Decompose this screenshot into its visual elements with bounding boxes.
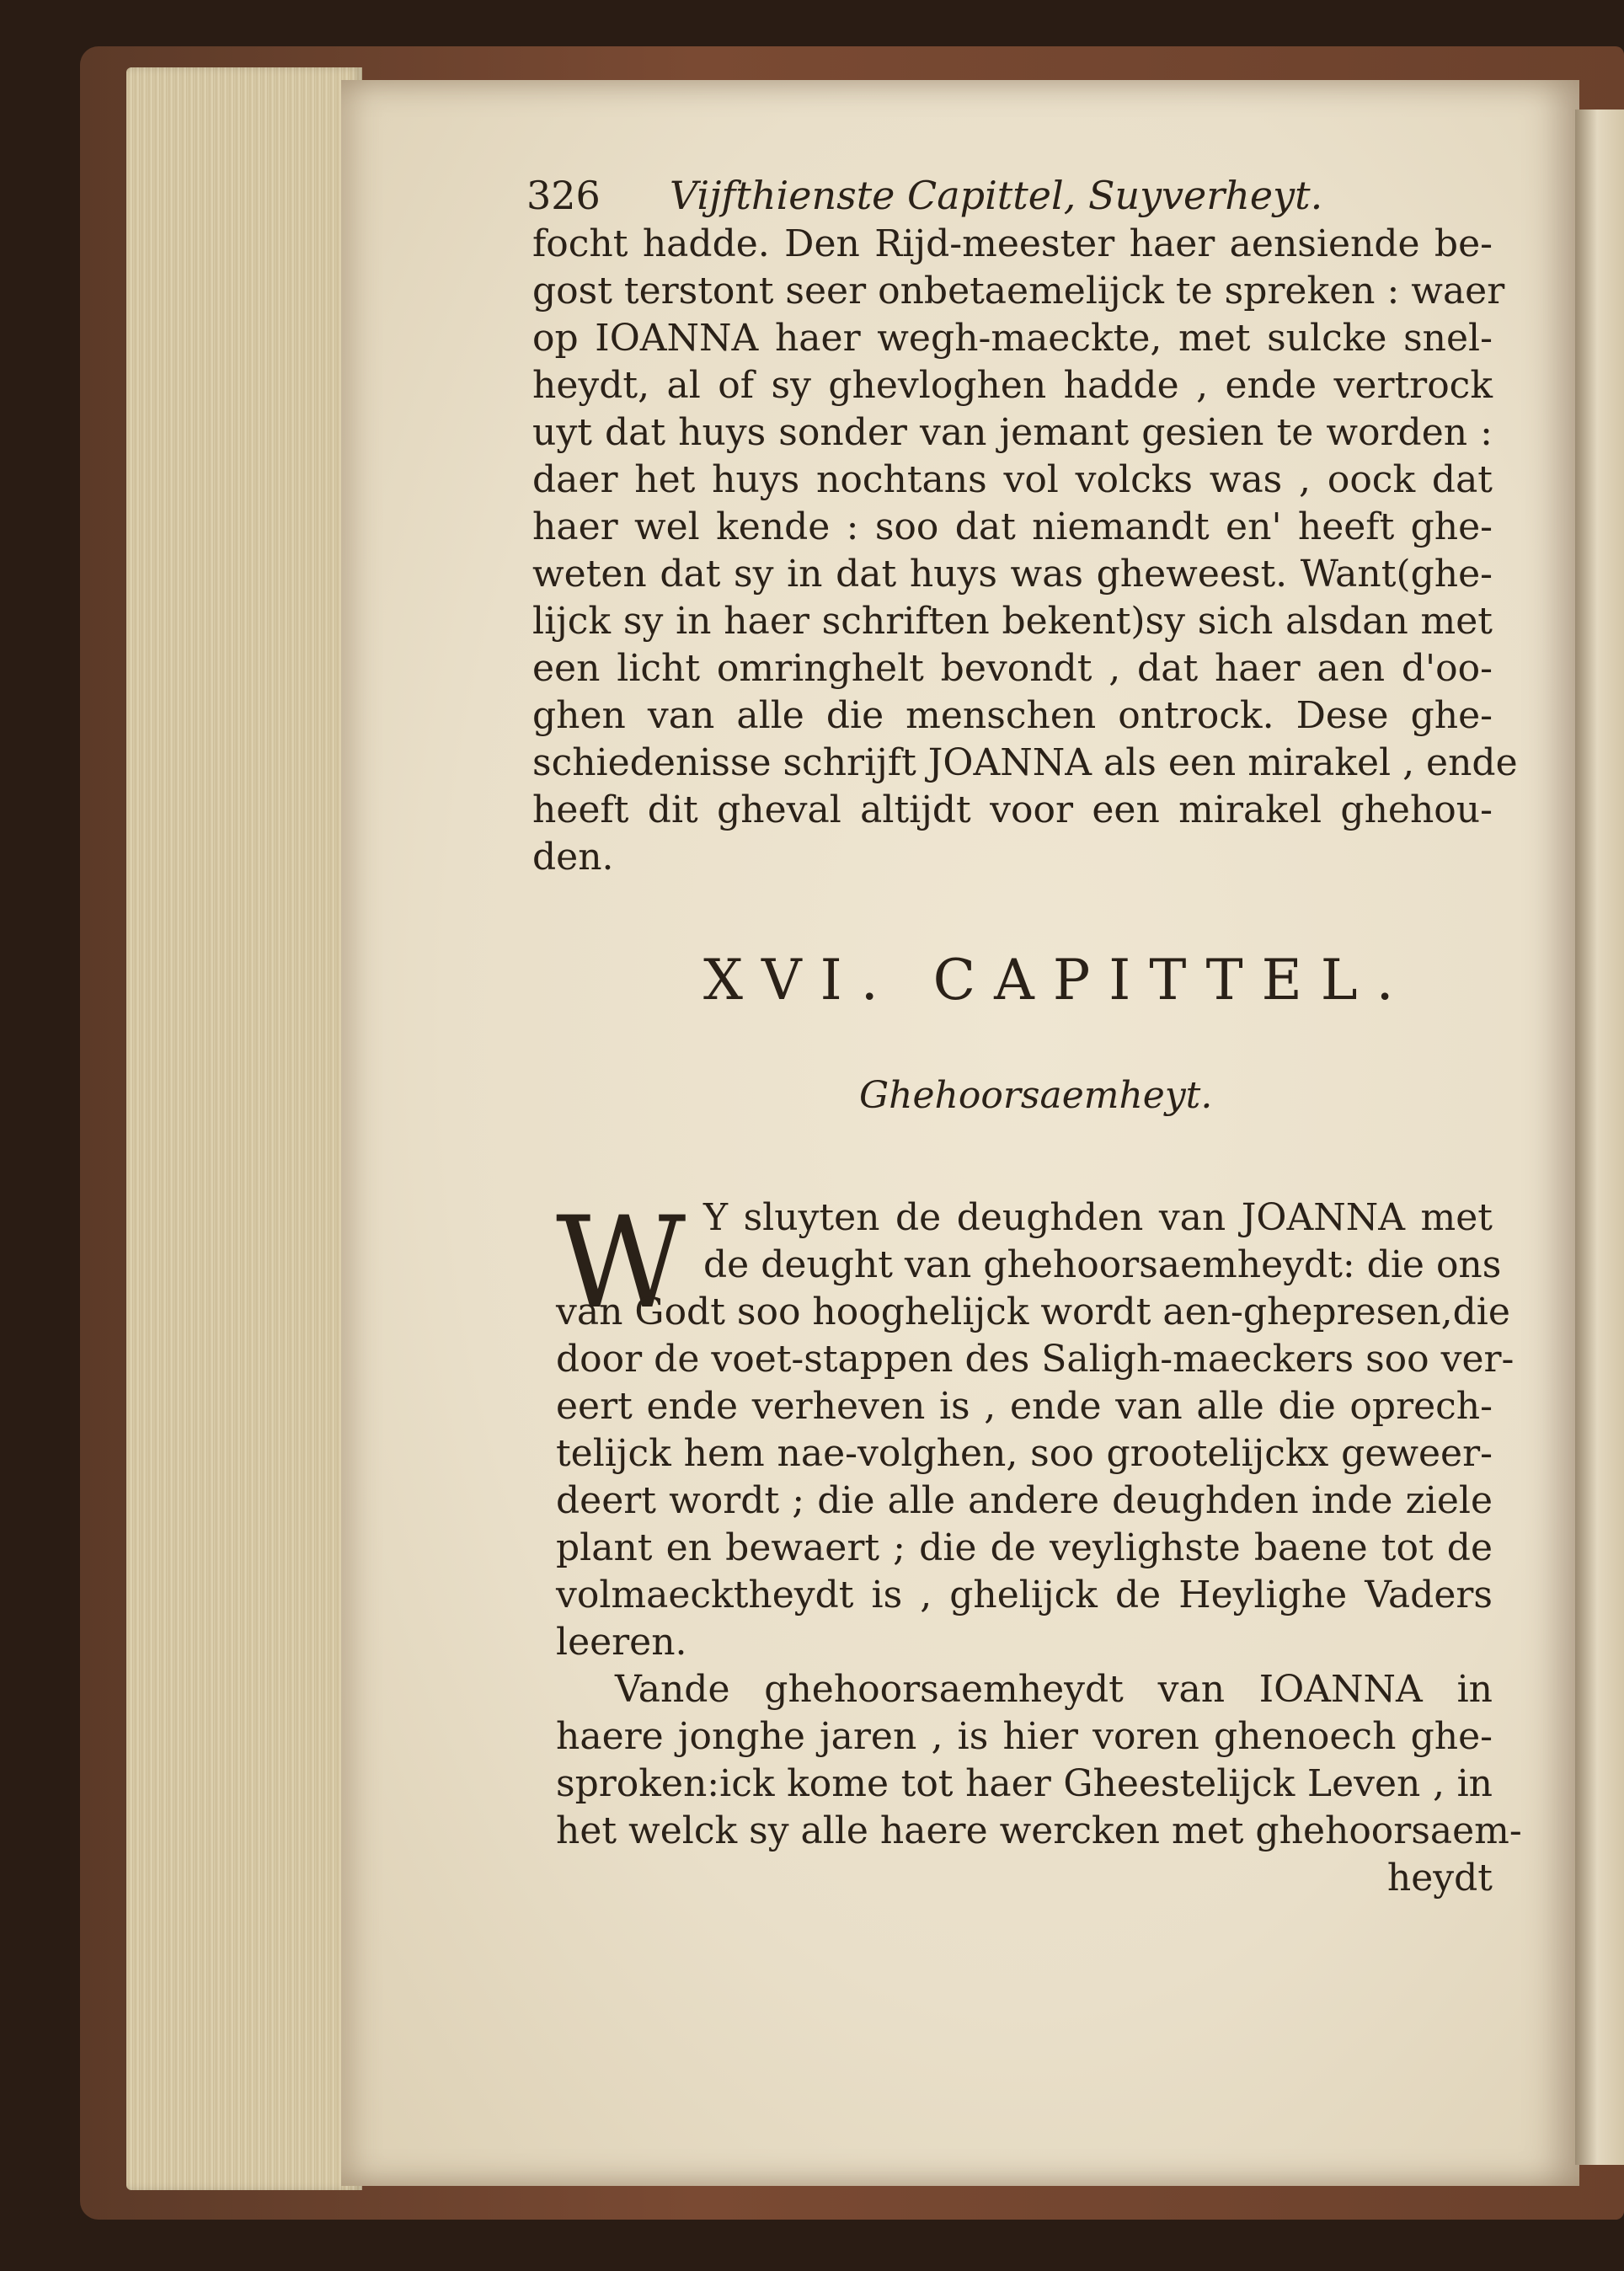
text-line: plant en bewaert ; die de veylighste baene tot de — [556, 1526, 1493, 1569]
text-line: schiedenisse schrijft JOANNA als een mirakel , ende — [532, 741, 1518, 784]
text-line: lijck sy in haer schriften bekent)sy sich alsdan met — [532, 600, 1493, 643]
text-line: de deught van ghehoorsaemheydt: die ons — [703, 1243, 1502, 1286]
text-line: haere jonghe jaren , is hier voren ghenoech ghe- — [556, 1715, 1493, 1758]
paragraph-1 — [532, 221, 1518, 881]
text-line: heydt, al of sy ghevloghen hadde , ende vertrock — [532, 364, 1493, 407]
facing-page-edge — [1575, 110, 1624, 2165]
text-line: telijck hem nae-volghen, soo grootelijckx geweer- — [556, 1432, 1493, 1475]
page-header — [526, 173, 1369, 223]
text-line: deert wordt ; die alle andere deughden inde ziele — [556, 1479, 1493, 1522]
text-line: daer het huys nochtans vol volcks was , oock dat — [532, 458, 1493, 501]
running-title: Vijfthienste Capittel, Suyverheyt. — [670, 173, 1323, 218]
page-block-edge — [126, 67, 362, 2190]
text-line: door de voet-stappen des Saligh-maeckers soo ver- — [556, 1338, 1514, 1381]
text-line: van Godt soo hooghelijck wordt aen-ghepresen,die — [556, 1290, 1510, 1333]
paragraph-2 — [556, 1190, 1514, 1666]
text-line: Y sluyten de deughden van JOANNA met — [703, 1196, 1493, 1239]
text-line: volmaecktheydt is , ghelijck de Heylighe Vaders — [556, 1574, 1493, 1616]
text-line: haer wel kende : soo dat niemandt en' heeft ghe- — [532, 505, 1493, 548]
text-line: weten dat sy in dat huys was gheweest. Want(ghe- — [532, 553, 1493, 596]
text-line: den. — [532, 836, 614, 879]
text-line: focht hadde. Den Rijd-meester haer aensiende be- — [532, 222, 1493, 265]
text-line: het welck sy alle haere wercken met ghehoorsaem- — [556, 1809, 1522, 1852]
text-line: leeren. — [556, 1621, 687, 1664]
text-line: op IOANNA haer wegh-maeckte, met sulcke snel- — [532, 317, 1493, 360]
page-number: 326 — [526, 173, 601, 218]
text-line: eert ende verheven is , ende van alle die oprech- — [556, 1385, 1493, 1428]
text-line: Vande ghehoorsaemheydt van IOANNA in — [615, 1668, 1493, 1711]
text-line: gost terstont seer onbetaemelijck te spreken : waer — [532, 270, 1505, 313]
text-line: ghen van alle die menschen ontrock. Dese ghe- — [532, 694, 1493, 737]
chapter-subtitle: Ghehoorsaemheyt. — [859, 1074, 1213, 1117]
paragraph-3 — [556, 1666, 1522, 1902]
text-line: heeft dit gheval altijdt voor een mirakel ghehou- — [532, 788, 1493, 831]
text-line: sproken:ick kome tot haer Gheestelijck Leven , in — [556, 1762, 1493, 1805]
catchword: heydt — [1386, 1857, 1493, 1900]
text-line: een licht omringhelt bevondt , dat haer aen d'oo- — [532, 647, 1493, 690]
text-line: uyt dat huys sonder van jemant gesien te worden : — [532, 411, 1493, 454]
chapter-heading: XVI. CAPITTEL. — [703, 948, 1413, 1013]
drop-cap: W — [556, 1190, 686, 1337]
